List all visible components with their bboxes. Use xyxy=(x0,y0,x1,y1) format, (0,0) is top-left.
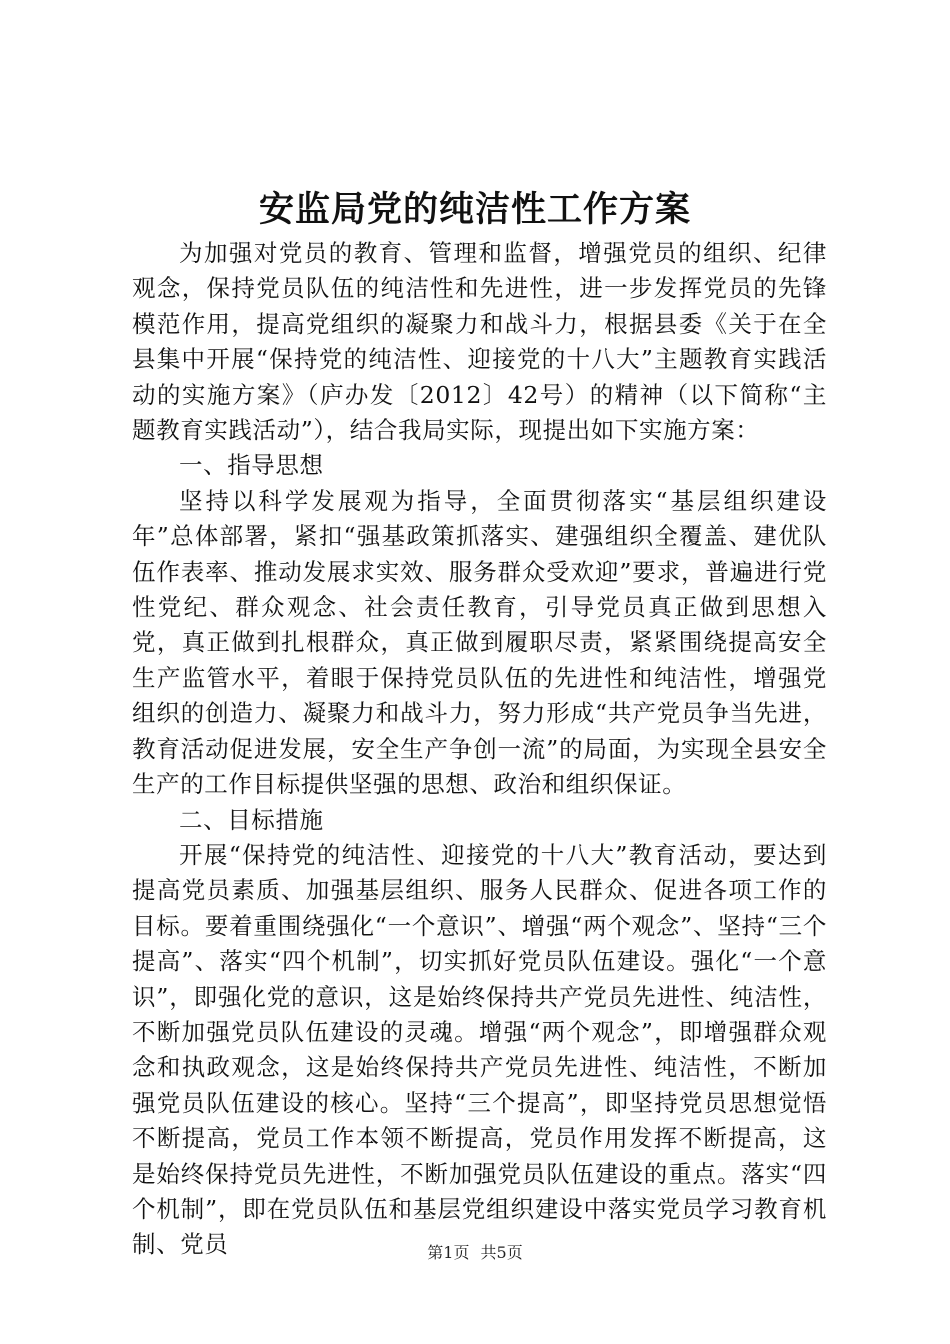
section-paragraph-guiding-ideology: 坚持以科学发展观为指导，全面贯彻落实“基层组织建设年”总体部署，紧扣“强基政策抓落实、建强组织全覆盖、建优队伍作表率、推动发展求实效、服务群众受欢迎”要求，普遍进行党性党纪、群众观念、社会责任教育，引导党员真正做到思想入党，真正做到扎根群众，真正做到履职尽责，紧紧围绕提高安全生产监管水平，着眼于保持党员队伍的先进性和纯洁性，增强党组织的创造力、凝聚力和战斗力，努力形成“共产党员争当先进，教育活动促进发展，安全生产争创一流”的局面，为实现全县安全生产的工作目标提供坚强的思想、政治和组织保证。 xyxy=(132,486,827,799)
page-footer xyxy=(0,1242,950,1264)
page-number: 第1页 xyxy=(427,1243,470,1262)
intro-paragraph: 为加强对党员的教育、管理和监督，增强党员的组织、纪律观念，保持党员队伍的纯洁性和先进性，进一步发挥党员的先锋模范作用，提高党组织的凝聚力和战斗力，根据县委《关于在全县集中开展“保持党的纯洁性、迎接党的十八大”主题教育实践活动的实施方案》（庐办发〔2012〕42号）的精神（以下简称“主题教育实践活动”），结合我局实际，现提出如下实施方案： xyxy=(132,239,827,445)
document-body xyxy=(132,236,827,1263)
page-total: 共5页 xyxy=(480,1243,523,1262)
document-title: 安监局党的纯洁性工作方案 xyxy=(258,189,691,230)
section-heading-guiding-ideology: 一、指导思想 xyxy=(179,451,324,480)
section-heading-goals-measures: 二、目标措施 xyxy=(179,805,324,834)
section-paragraph-goals-measures: 开展“保持党的纯洁性、迎接党的十八大”教育活动，要达到提高党员素质、加强基层组织、服务人民群众、促进各项工作的目标。要着重围绕强化“一个意识”、增强“两个观念”、坚持“三个提高”、落实“四个机制”，切实抓好党员队伍建设。强化“一个意识”，即强化党的意识，这是始终保持共产党员先进性、纯洁性，不断加强党员队伍建设的灵魂。增强“两个观念”，即增强群众观念和执政观念，这是始终保持共产党员先进性、纯洁性，不断加强党员队伍建设的核心。坚持“三个提高”，即坚持党员思想觉悟不断提高，党员工作本领不断提高，党员作用发挥不断提高，这是始终保持党员先进性，不断加强党员队伍建设的重点。落实“四个机制”，即在党员队伍和基层党组织建设中落实党员学习教育机制、党员 xyxy=(132,840,827,1259)
